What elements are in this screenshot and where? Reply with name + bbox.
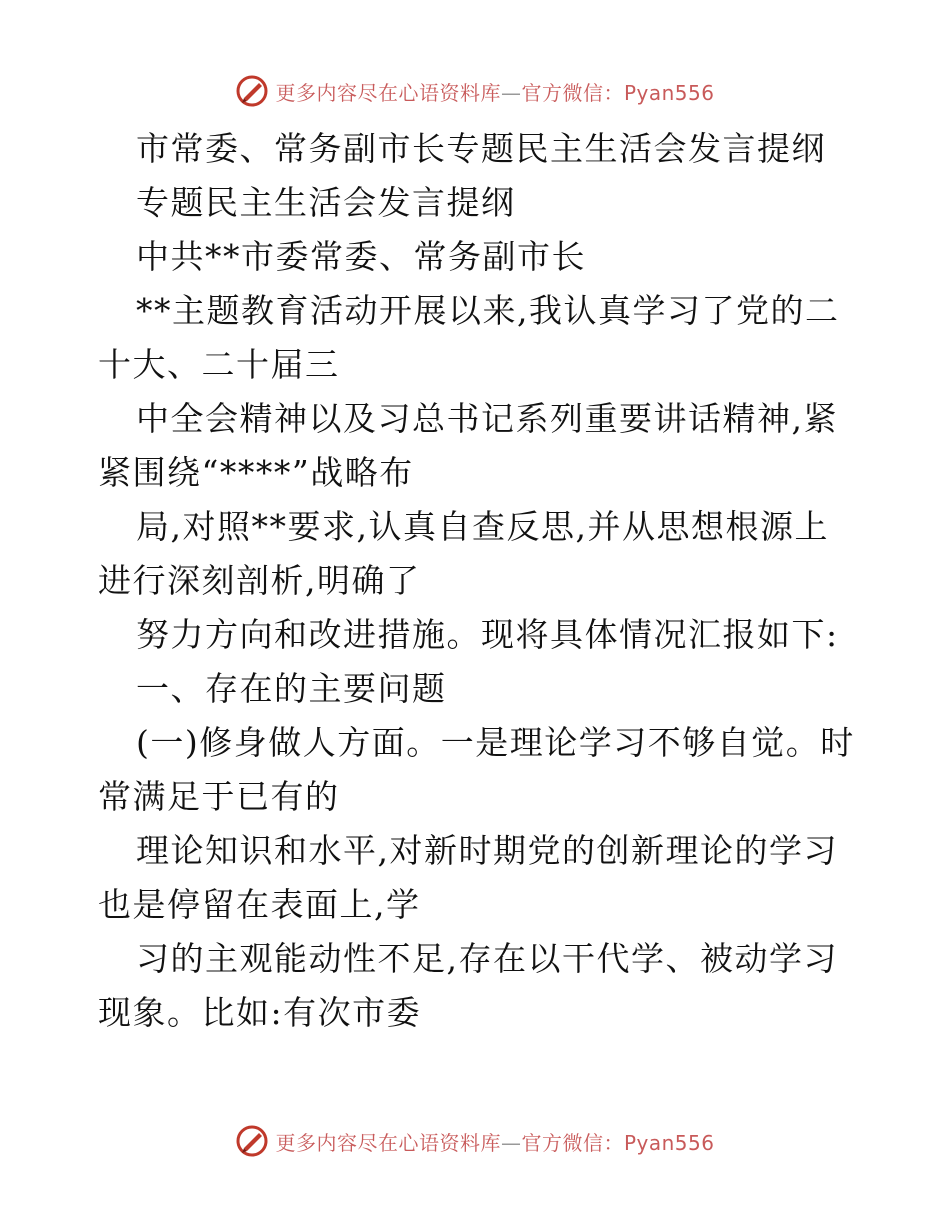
watermark-site: 更多内容尽在心语资料库 bbox=[275, 80, 501, 105]
watermark-brand: 官方微信：Pyan556 bbox=[521, 80, 715, 105]
doc-text-line: 局,对照**要求,认真自查反思,并从思想根源上 bbox=[136, 507, 829, 546]
doc-author-line: 中共**市委常委、常务副市长 bbox=[136, 237, 586, 276]
section-heading: 一、存在的主要问题 bbox=[136, 669, 447, 708]
watermark-dash: — bbox=[500, 80, 522, 105]
doc-text-line: 也是停留在表面上,学 bbox=[98, 885, 421, 924]
watermark-site: 更多内容尽在心语资料库 bbox=[275, 1130, 501, 1155]
pen-logo-icon bbox=[235, 1124, 269, 1158]
doc-text-line: 紧围绕“****”战略布 bbox=[98, 453, 414, 492]
doc-text-line: 努力方向和改进措施。现将具体情况汇报如下: bbox=[136, 615, 839, 654]
pen-logo-icon bbox=[235, 74, 269, 108]
document-body bbox=[98, 122, 858, 1040]
doc-text-line: 中全会精神以及习总书记系列重要讲话精神,紧 bbox=[136, 399, 838, 438]
doc-text-line: (一)修身做人方面。一是理论学习不够自觉。时 bbox=[136, 723, 855, 762]
doc-text-line: **主题教育活动开展以来,我认真学习了党的二 bbox=[136, 291, 840, 330]
watermark-brand: 官方微信：Pyan556 bbox=[521, 1130, 715, 1155]
doc-text-line: 进行深刻剖析,明确了 bbox=[98, 561, 421, 600]
doc-text-line: 十大、二十届三 bbox=[98, 345, 340, 384]
footer-watermark bbox=[0, 1124, 950, 1158]
doc-text-line: 理论知识和水平,对新时期党的创新理论的学习 bbox=[136, 831, 838, 870]
doc-text-line: 现象。比如:有次市委 bbox=[98, 993, 422, 1032]
doc-text-line: 习的主观能动性不足,存在以干代学、被动学习 bbox=[136, 939, 838, 978]
watermark-text bbox=[275, 1127, 714, 1156]
header-watermark bbox=[0, 74, 950, 108]
watermark-text bbox=[275, 77, 714, 106]
watermark-dash: — bbox=[500, 1130, 522, 1155]
doc-title-line: 市常委、常务副市长专题民主生活会发言提纲 bbox=[136, 129, 826, 168]
doc-text-line: 常满足于已有的 bbox=[98, 777, 340, 816]
doc-subtitle-line: 专题民主生活会发言提纲 bbox=[136, 183, 516, 222]
